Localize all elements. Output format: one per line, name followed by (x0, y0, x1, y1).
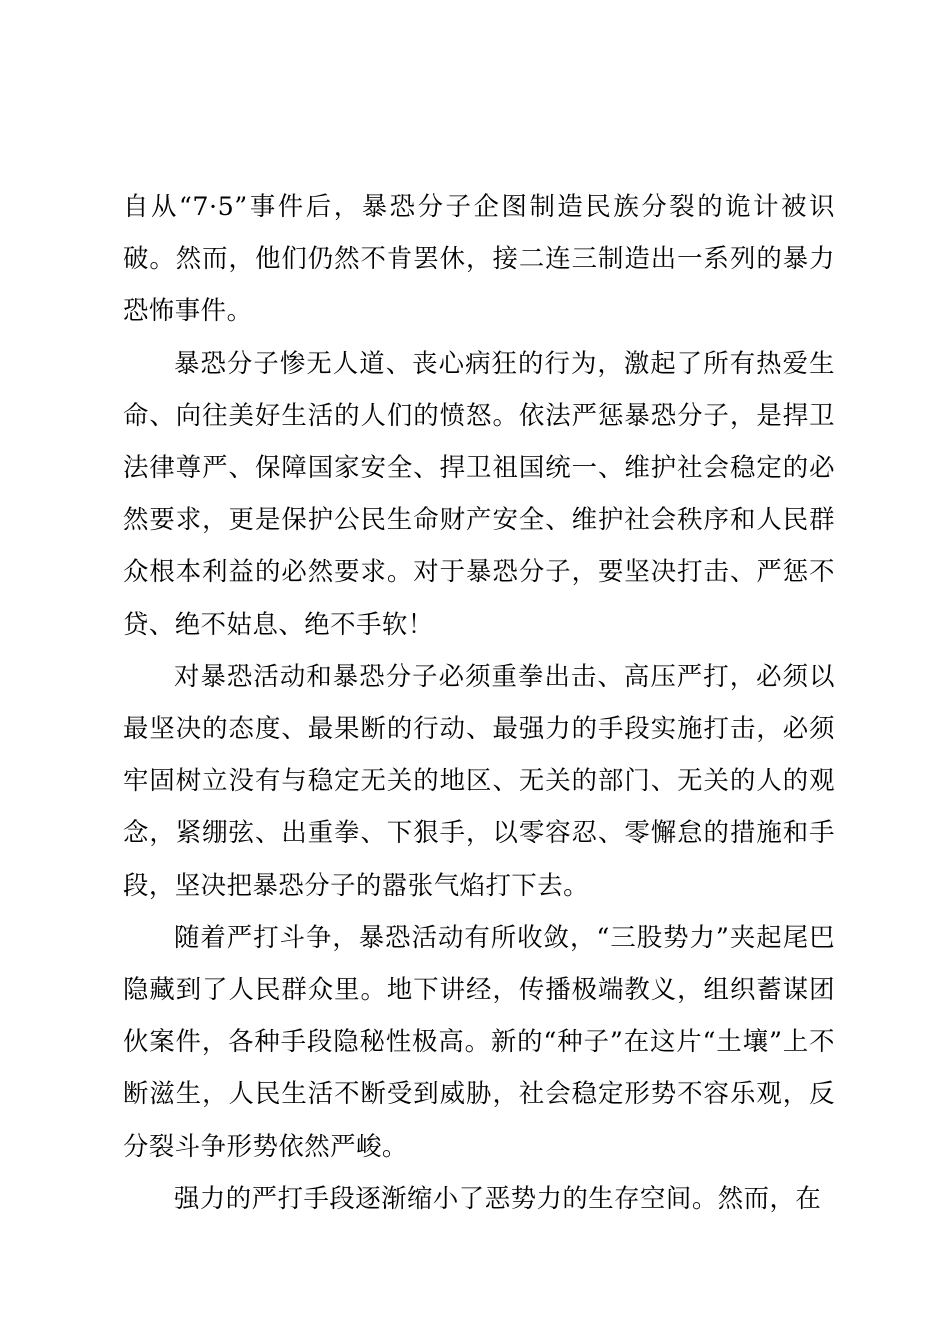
paragraph-2: 暴恐分子惨无人道、丧心病狂的行为，激起了所有热爱生命、向往美好生活的人们的愤怒。依法严惩暴恐分子，是捍卫法律尊严、保障国家安全、捍卫祖国统一、维护社会稳定的必然要求，更是保护公民生命财产安全、维护社会秩序和人民群众根本利益的必然要求。对于暴恐分子，要坚决打击、严惩不贷、绝不姑息、绝不手软！ (123, 347, 835, 639)
paragraph-5: 强力的严打手段逐渐缩小了恶势力的生存空间。然而，在 (174, 1182, 822, 1213)
paragraph-1: 自从“7·5”事件后，暴恐分子企图制造民族分裂的诡计被识破。然而，他们仍然不肯罢休，接二连三制造出一系列的暴力恐怖事件。 (123, 191, 835, 326)
paragraph-3: 对暴恐活动和暴恐分子必须重拳出击、高压严打，必须以最坚决的态度、最果断的行动、最强力的手段实施打击，必须牢固树立没有与稳定无关的地区、无关的部门、无关的人的观念，紧绷弦、出重拳、下狠手，以零容忍、零懈怠的措施和手段，坚决把暴恐分子的嚣张气焰打下去。 (123, 660, 835, 900)
document-body (123, 180, 835, 1224)
paragraph-4: 随着严打斗争，暴恐活动有所收敛，“三股势力”夹起尾巴隐藏到了人民群众里。地下讲经，传播极端教义，组织蓄谋团伙案件，各种手段隐秘性极高。新的“种子”在这片“土壤”上不断滋生，人民生活不断受到威胁，社会稳定形势不容乐观，反分裂斗争形势依然严峻。 (123, 921, 835, 1161)
